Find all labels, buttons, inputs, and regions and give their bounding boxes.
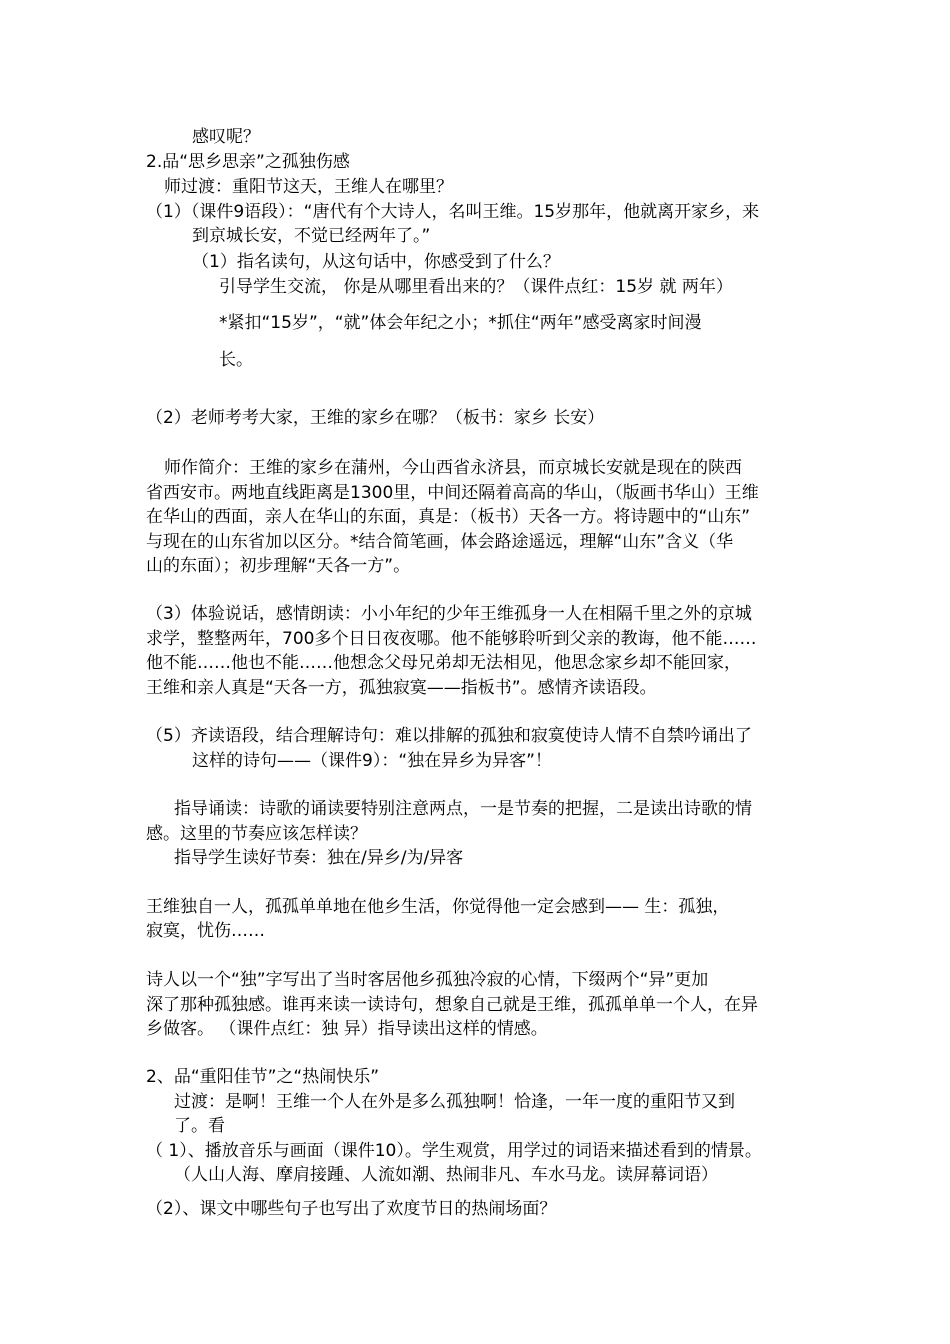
text-line: 师过渡：重阳节这天，王维人在哪里？ xyxy=(164,177,453,197)
text-line: （2）老师考考大家，王维的家乡在哪？（板书：家乡 长安） xyxy=(146,408,605,428)
text-line: 到京城长安，不觉已经两年了。” xyxy=(192,226,431,246)
text-line: （1）（课件9语段）：“唐代有个大诗人，名叫王维。15岁那年，他就离开家乡，来 xyxy=(146,202,760,222)
text-line: 王维和亲人真是“天各一方，孤独寂寞——指板书”。感情齐读语段。 xyxy=(146,678,657,698)
text-line: 感。这里的节奏应该怎样读？ xyxy=(146,824,367,844)
text-line: （ 1）、播放音乐与画面（课件10）。学生观赏，用学过的词语来描述看到的情景。 xyxy=(146,1141,762,1161)
section-heading: 2.品“思乡思亲”之孤独伤感 xyxy=(146,152,350,172)
text-line: 深了那种孤独感。谁再来读一读诗句，想象自己就是王维，孤孤单单一个人，在异 xyxy=(146,995,758,1015)
text-line: 诗人以一个“独”字写出了当时客居他乡孤独冷寂的心情，下缀两个“异”更加 xyxy=(146,970,709,990)
section-heading: 2、品“重阳佳节”之“热闹快乐” xyxy=(146,1067,380,1087)
text-line: 求学，整整两年，700多个日日夜夜哪。他不能够聆听到父亲的教诲，他不能…… xyxy=(146,629,757,649)
text-line: 了。看 xyxy=(174,1116,225,1136)
text-line: 过渡：是啊！王维一个人在外是多么孤独啊！恰逢，一年一度的重阳节又到 xyxy=(174,1092,735,1112)
text-line: （2）、课文中哪些句子也写出了欢度节日的热闹场面？ xyxy=(146,1199,557,1219)
text-line: 与现在的山东省加以区分。*结合简笔画，体会路途遥远，理解“山东”含义（华 xyxy=(146,532,734,552)
text-line: 乡做客。 （课件点红：独 异）指导读出这样的情感。 xyxy=(146,1019,548,1039)
text-line: 指导诵读：诗歌的诵读要特别注意两点，一是节奏的把握，二是读出诗歌的情 xyxy=(174,799,752,819)
text-line: 王维独自一人，孤孤单单地在他乡生活，你觉得他一定会感到—— 生：孤独， xyxy=(146,897,730,917)
text-line: *紧扣“15岁”，“就”体会年纪之小；*抓住“两年”感受离家时间漫 xyxy=(219,313,702,333)
text-line: 在华山的西面，亲人在华山的东面，真是：（板书）天各一方。将诗题中的“山东” xyxy=(146,507,751,527)
text-line: 省西安市。两地直线距离是1300里，中间还隔着高高的华山，（版画书华山）王维 xyxy=(146,483,759,503)
text-line: 寂寞，忧伤…… xyxy=(146,921,265,941)
text-line: 师作简介：王维的家乡在蒲州，今山西省永济县，而京城长安就是现在的陕西 xyxy=(164,458,742,478)
text-line: 山的东面）；初步理解“天各一方”。 xyxy=(146,556,411,576)
text-line: 感叹呢？ xyxy=(192,127,260,147)
text-line: 引导学生交流， 你是从哪里看出来的？（课件点红：15岁 就 两年） xyxy=(219,277,733,297)
text-line: 他不能……他也不能……他想念父母兄弟却无法相见，他思念家乡却不能回家， xyxy=(146,653,741,673)
text-line: 长。 xyxy=(219,350,253,370)
text-line: （1）指名读句，从这句话中，你感受到了什么？ xyxy=(192,252,560,272)
text-line: （3）体验说话，感情朗读：小小年纪的少年王维孤身一人在相隔千里之外的京城 xyxy=(146,604,752,624)
text-line: 这样的诗句——（课件9）：“独在异乡为异客”！ xyxy=(192,751,552,771)
text-line: 指导学生读好节奏：独在/异乡/为/异客 xyxy=(174,848,464,868)
text-line: （5）齐读语段，结合理解诗句：难以排解的孤独和寂寞使诗人情不自禁吟诵出了 xyxy=(146,726,752,746)
text-line: （人山人海、摩肩接踵、人流如潮、热闹非凡、车水马龙。读屏幕词语） xyxy=(174,1165,718,1185)
